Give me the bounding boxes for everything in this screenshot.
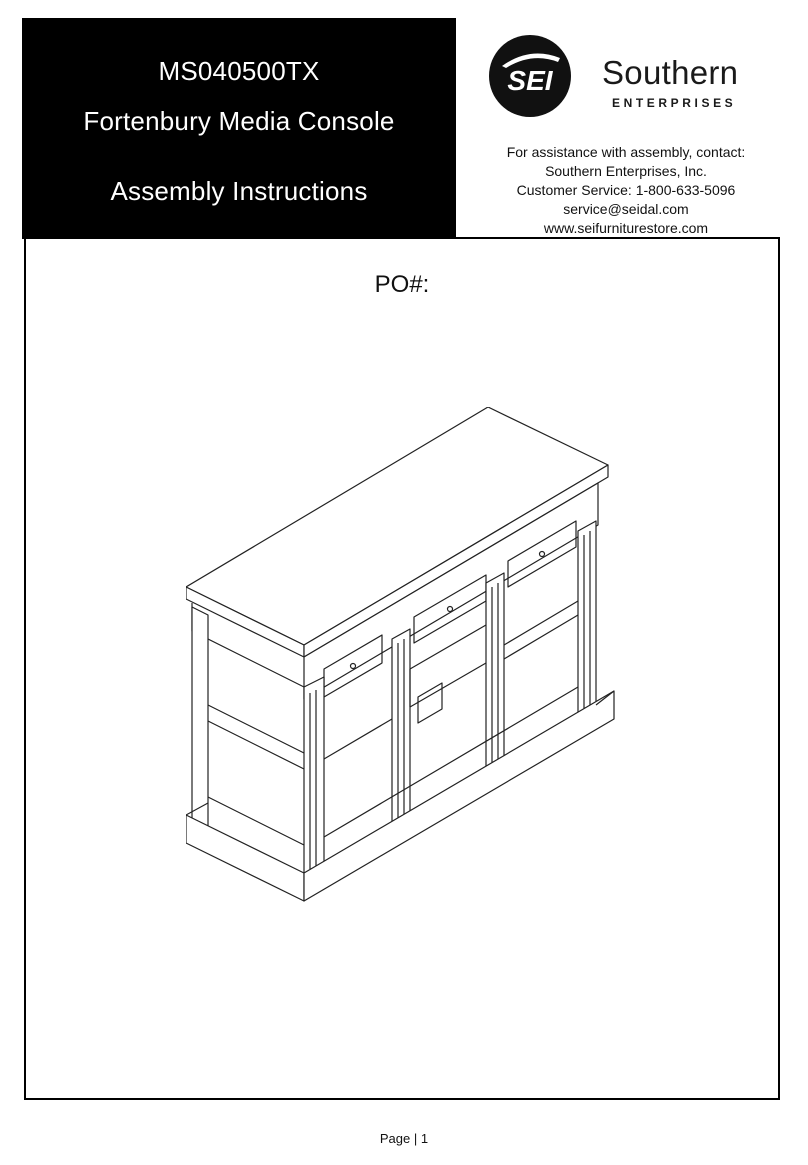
contact-company: Southern Enterprises, Inc. — [545, 163, 707, 179]
contact-block — [470, 143, 782, 238]
sei-logo-icon — [488, 34, 572, 118]
brand-tagline: ENTERPRISES — [612, 96, 737, 110]
po-line — [26, 271, 778, 299]
product-name: Fortenbury Media Console — [83, 106, 395, 136]
contact-phone: Customer Service: 1-800-633-5096 — [516, 182, 736, 198]
brand-name: Southern — [602, 54, 739, 91]
contact-website: www.seifurniturestore.com — [543, 220, 709, 236]
model-number: MS040500TX — [158, 56, 320, 86]
title-block — [22, 18, 456, 239]
brand-logo — [488, 34, 748, 124]
po-label: PO#: — [374, 271, 430, 298]
contact-email: service@seidal.com — [563, 201, 689, 217]
illustration-frame — [24, 237, 780, 1100]
media-console-illustration-icon — [186, 407, 646, 919]
svg-text:SEI: SEI — [507, 65, 553, 96]
page-footer: Page | 1 — [379, 1131, 429, 1146]
document-title: Assembly Instructions — [110, 176, 368, 206]
contact-intro: For assistance with assembly, contact: — [506, 144, 746, 160]
